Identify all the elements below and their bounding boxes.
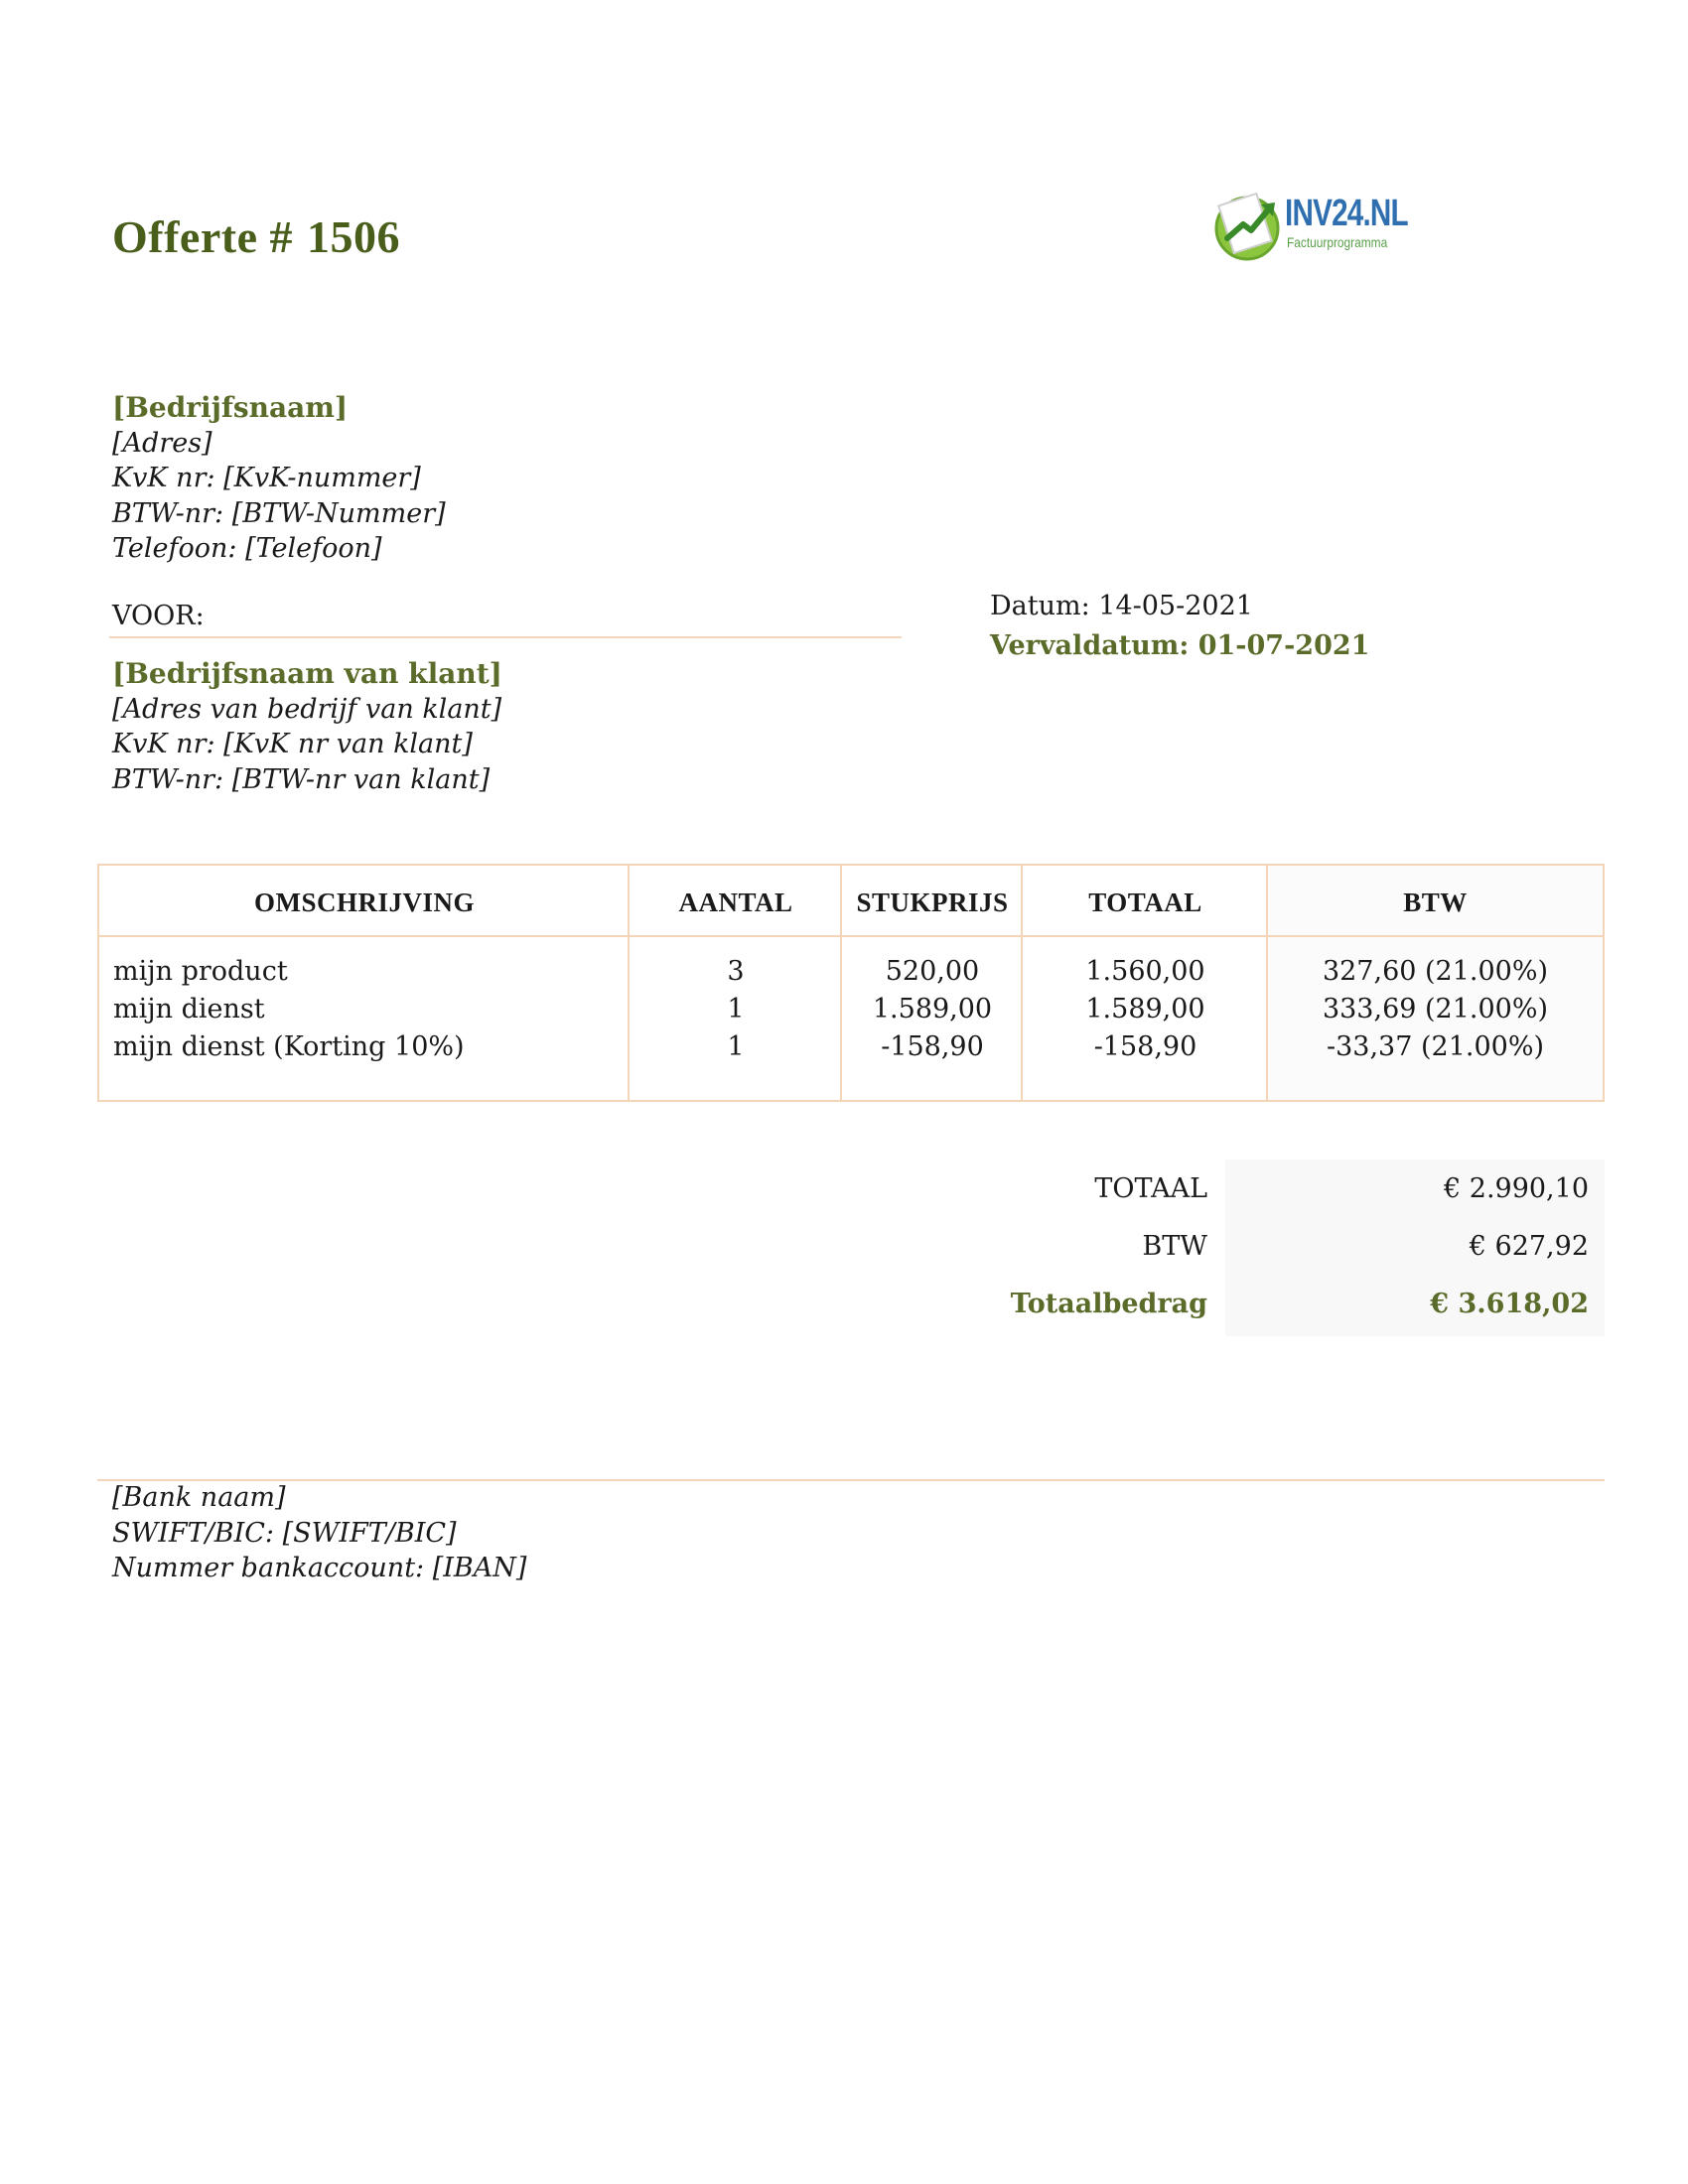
company-btw: BTW-nr: [BTW-Nummer] (112, 497, 446, 529)
item-unit-price: 1.589,00 (872, 994, 993, 1024)
bank-name: [Bank naam] (112, 1482, 286, 1513)
header-divider (99, 935, 1603, 937)
client-kvk: KvK nr: [KvK nr van klant] (112, 729, 473, 759)
logo-text: INV24.NL (1285, 193, 1408, 234)
line-items-table (97, 864, 1605, 1102)
company-phone: Telefoon: [Telefoon] (112, 533, 382, 564)
header-btw: BTW (1403, 887, 1468, 917)
client-address: [Adres van bedrijf van klant] (112, 693, 502, 725)
vat-total-value: € 627,92 (1469, 1231, 1589, 1262)
company-address: [Adres] (112, 427, 212, 459)
inv24-logo (1209, 189, 1408, 262)
voor-label: VOOR: (112, 601, 205, 631)
voor-divider (109, 636, 902, 638)
item-total: -158,90 (1093, 1031, 1197, 1062)
item-description: mijn dienst (Korting 10%) (113, 1031, 465, 1062)
bank-swift: SWIFT/BIC: [SWIFT/BIC] (112, 1517, 457, 1549)
bank-iban: Nummer bankaccount: [IBAN] (112, 1553, 527, 1583)
company-name: [Bedrijfsnaam] (112, 391, 349, 424)
item-description: mijn dienst (113, 994, 265, 1024)
issue-date: Datum: 14-05-2021 (990, 591, 1253, 621)
client-btw: BTW-nr: [BTW-nr van klant] (112, 763, 491, 795)
offer-number: 1506 (307, 211, 400, 262)
sender-block (112, 390, 446, 567)
subtotal-label: TOTAAL (1094, 1173, 1207, 1204)
item-total: 1.560,00 (1085, 956, 1205, 987)
item-description: mijn product (113, 956, 288, 987)
client-name: [Bedrijfsnaam van klant] (112, 657, 502, 690)
due-date: Vervaldatum: 01-07-2021 (990, 630, 1370, 661)
item-total: 1.589,00 (1085, 994, 1205, 1024)
vat-total-label: BTW (1142, 1231, 1207, 1262)
item-unit-price: 520,00 (885, 956, 980, 987)
item-quantity: 1 (727, 1031, 745, 1062)
grand-total-value: € 3.618,02 (1430, 1289, 1589, 1319)
grand-total-label: Totaalbedrag (1010, 1289, 1207, 1319)
item-vat: 333,69 (21.00%) (1322, 994, 1549, 1024)
bank-block (112, 1480, 526, 1586)
item-vat: 327,60 (21.00%) (1322, 956, 1549, 987)
subtotal-value: € 2.990,10 (1444, 1173, 1589, 1204)
header-aantal: AANTAL (678, 887, 793, 917)
company-kvk: KvK nr: [KvK-nummer] (112, 463, 421, 493)
item-unit-price: -158,90 (881, 1031, 984, 1062)
client-block (112, 656, 502, 797)
item-vat: -33,37 (21.00%) (1326, 1031, 1545, 1062)
logo-icon (1209, 189, 1285, 262)
document-title (112, 210, 400, 263)
title-label: Offerte # (112, 211, 293, 262)
item-quantity: 1 (727, 994, 745, 1024)
header-totaal: TOTAAL (1088, 887, 1202, 917)
logo-subtext: Factuurprogramma (1287, 234, 1388, 250)
header-stukprijs: STUKPRIJS (856, 887, 1009, 917)
header-omschrijving: OMSCHRIJVING (253, 887, 475, 917)
item-quantity: 3 (727, 956, 745, 987)
